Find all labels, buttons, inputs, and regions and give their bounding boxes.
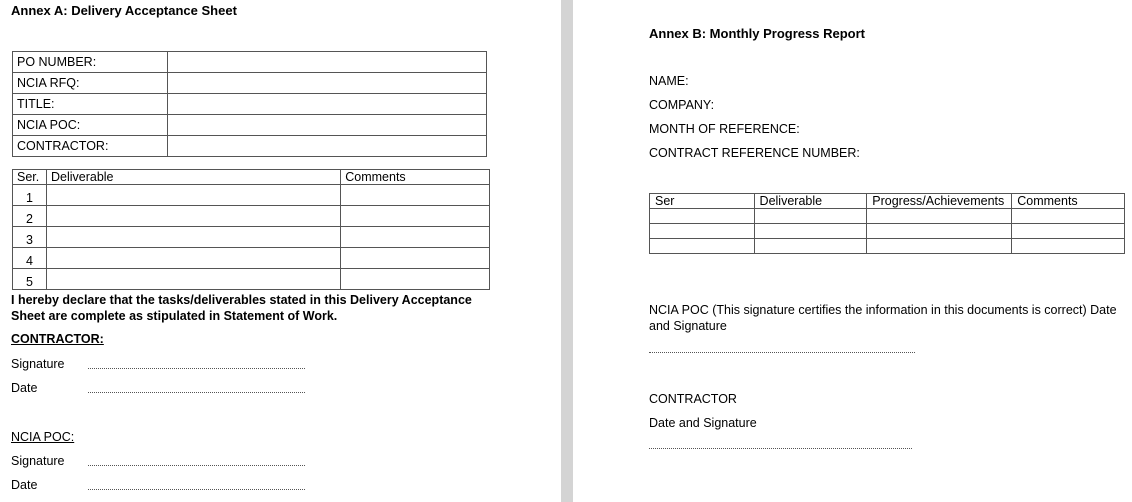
ser-cell: 4 [13, 248, 47, 269]
header-deliverable: Deliverable [46, 170, 340, 185]
ncia-poc-date-line[interactable] [88, 489, 305, 490]
deliverable-cell[interactable] [46, 269, 340, 290]
info-row-po-number [13, 52, 487, 73]
table-row [13, 185, 490, 206]
deliverable-cell[interactable] [754, 239, 867, 254]
ncia-poc-signature-label: Signature [11, 454, 65, 468]
ncia-poc-certification-text: NCIA POC (This signature certifies the information in this documents is correct) Date and Signature [649, 303, 1117, 333]
field-contract-reference-number: CONTRACT REFERENCE NUMBER: [649, 146, 860, 160]
info-label-ncia-rfq: NCIA RFQ: [13, 73, 168, 94]
header-comments: Comments [341, 170, 490, 185]
header-comments: Comments [1012, 194, 1125, 209]
progress-cell[interactable] [867, 224, 1012, 239]
deliverables-header-row [13, 170, 490, 185]
ser-cell: 5 [13, 269, 47, 290]
contractor-heading: CONTRACTOR: [11, 332, 104, 346]
info-label-contractor: CONTRACTOR: [13, 136, 168, 157]
progress-cell[interactable] [867, 239, 1012, 254]
info-row-ncia-poc [13, 115, 487, 136]
field-month-of-reference: MONTH OF REFERENCE: [649, 122, 800, 136]
ser-cell: 3 [13, 227, 47, 248]
table-row [13, 248, 490, 269]
ncia-poc-signature-line[interactable] [649, 352, 915, 353]
contractor-label: CONTRACTOR [649, 392, 737, 406]
comments-cell[interactable] [341, 227, 490, 248]
page-gutter [561, 0, 573, 502]
field-name: NAME: [649, 74, 689, 88]
progress-header-row [650, 194, 1125, 209]
deliverable-cell[interactable] [46, 185, 340, 206]
header-progress-achievements: Progress/Achievements [867, 194, 1012, 209]
info-label-ncia-poc: NCIA POC: [13, 115, 168, 136]
field-company: COMPANY: [649, 98, 715, 112]
ncia-poc-signature-line[interactable] [88, 465, 305, 466]
info-row-contractor [13, 136, 487, 157]
contractor-date-line[interactable] [88, 392, 305, 393]
info-value-po-number[interactable] [167, 52, 486, 73]
table-row [13, 269, 490, 290]
contractor-date-label: Date [11, 381, 38, 395]
progress-table [649, 193, 1125, 254]
table-row [650, 209, 1125, 224]
comments-cell[interactable] [1012, 239, 1125, 254]
table-row [650, 239, 1125, 254]
info-value-title[interactable] [167, 94, 486, 115]
table-row [650, 224, 1125, 239]
ser-cell: 2 [13, 206, 47, 227]
date-and-signature-label: Date and Signature [649, 416, 757, 430]
comments-cell[interactable] [341, 269, 490, 290]
table-row [13, 227, 490, 248]
declaration-text: I hereby declare that the tasks/deliverables stated in this Delivery Acceptance Sheet are complete as stipulated in Statement of Work. [11, 293, 472, 323]
annex-a-title: Annex A: Delivery Acceptance Sheet [11, 3, 237, 18]
info-row-title [13, 94, 487, 115]
comments-cell[interactable] [341, 248, 490, 269]
comments-cell[interactable] [1012, 224, 1125, 239]
info-value-ncia-poc[interactable] [167, 115, 486, 136]
info-value-ncia-rfq[interactable] [167, 73, 486, 94]
deliverables-table [12, 169, 490, 290]
annex-a-page [0, 0, 561, 502]
ser-cell[interactable] [650, 209, 755, 224]
comments-cell[interactable] [341, 206, 490, 227]
contractor-signature-line[interactable] [88, 368, 305, 369]
info-table [12, 51, 487, 157]
ncia-poc-heading: NCIA POC: [11, 430, 75, 444]
info-row-ncia-rfq [13, 73, 487, 94]
progress-cell[interactable] [867, 209, 1012, 224]
annex-b-page [573, 0, 1132, 502]
ser-cell: 1 [13, 185, 47, 206]
header-deliverable: Deliverable [754, 194, 867, 209]
comments-cell[interactable] [341, 185, 490, 206]
deliverable-cell[interactable] [754, 209, 867, 224]
annex-b-title: Annex B: Monthly Progress Report [649, 26, 865, 41]
deliverable-cell[interactable] [754, 224, 867, 239]
contractor-signature-line[interactable] [649, 448, 912, 449]
ncia-poc-date-label: Date [11, 478, 38, 492]
header-ser: Ser. [13, 170, 47, 185]
deliverable-cell[interactable] [46, 206, 340, 227]
contractor-signature-label: Signature [11, 357, 65, 371]
info-label-po-number: PO NUMBER: [13, 52, 168, 73]
comments-cell[interactable] [1012, 209, 1125, 224]
info-value-contractor[interactable] [167, 136, 486, 157]
ser-cell[interactable] [650, 239, 755, 254]
table-row [13, 206, 490, 227]
deliverable-cell[interactable] [46, 227, 340, 248]
header-ser: Ser [650, 194, 755, 209]
ser-cell[interactable] [650, 224, 755, 239]
info-label-title: TITLE: [13, 94, 168, 115]
deliverable-cell[interactable] [46, 248, 340, 269]
